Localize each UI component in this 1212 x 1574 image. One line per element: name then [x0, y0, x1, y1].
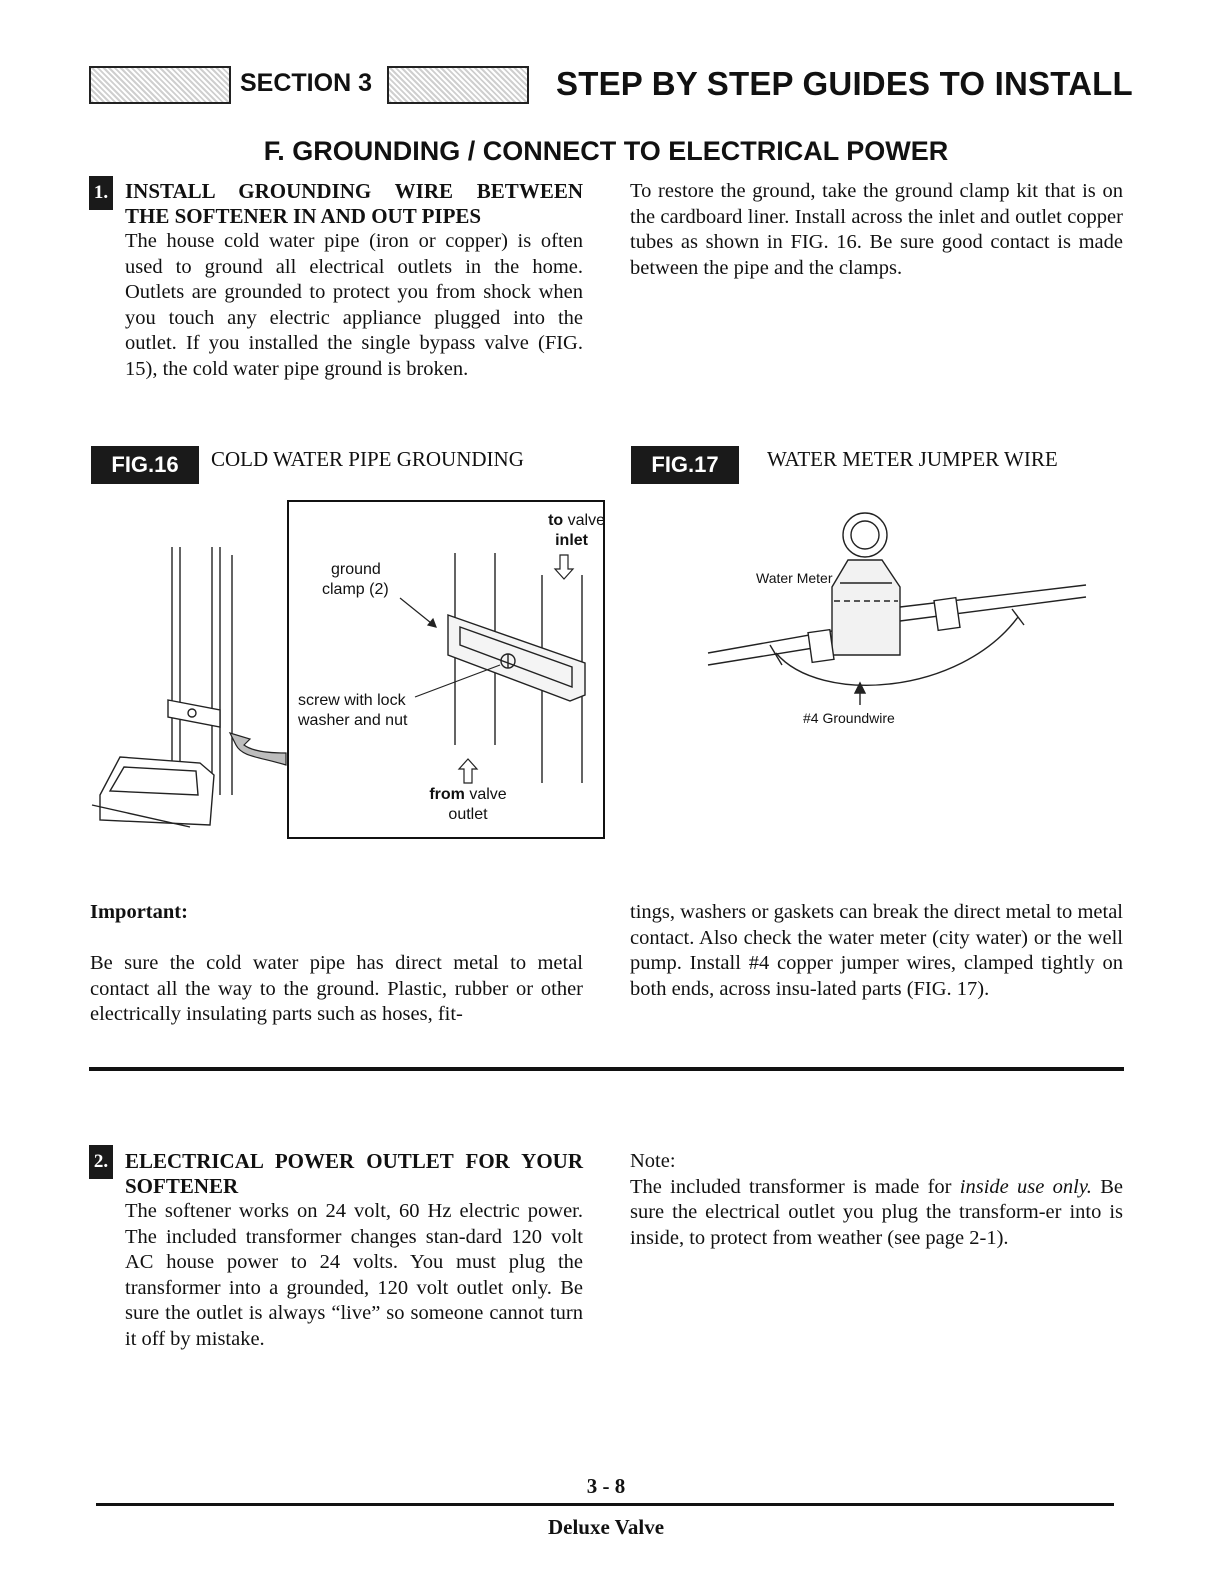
label-inlet: inlet	[555, 532, 588, 549]
step-2-text	[125, 1149, 583, 1352]
fig16-label-to-valve	[505, 512, 605, 530]
step-2-heading-line1: ELECTRICAL POWER OUTLET FOR YOUR	[125, 1149, 583, 1173]
important-left-body: Be sure the cold water pipe has direct metal to metal contact all the way to the ground. Plastic, rubber or other electrically insulating parts such as hoses, fit-	[90, 952, 583, 1025]
step-2-note-column	[630, 1149, 1123, 1251]
footer-rule	[96, 1503, 1114, 1506]
fig17-caption: WATER METER JUMPER WIRE	[767, 447, 1058, 471]
section-divider	[89, 1067, 1124, 1071]
pipe-right	[900, 585, 1086, 621]
fig16-label-clamp: clamp (2)	[322, 581, 389, 598]
important-right-column	[630, 900, 1123, 1002]
important-left-column	[90, 951, 583, 1028]
label-from-valve: valve	[469, 786, 507, 803]
meter-ring	[843, 513, 887, 557]
fig16-badge: FIG.16	[91, 446, 199, 484]
meter-body	[832, 560, 900, 655]
step-1-right-column	[630, 179, 1123, 281]
pointer-arrow	[230, 733, 286, 765]
fig17-diagram	[700, 505, 1100, 705]
fig16-label-from-valve	[418, 786, 518, 804]
step-2-body: The softener works on 24 volt, 60 Hz electric power. The included transformer changes stan-dard 120 volt AC house power to 24 volts. You must plug the transformer into a grounded, 120 volt outlet only. Be sure the outlet is always “live” so someone cannot turn it off by mistake.	[125, 1200, 583, 1350]
fig17-badge: FIG.17	[631, 446, 739, 484]
fig16-label-ground: ground	[331, 561, 381, 578]
page-title: STEP BY STEP GUIDES TO INSTALL	[556, 65, 1133, 102]
step-1-heading-line1: INSTALL GROUNDING WIRE BETWEEN	[125, 179, 583, 203]
step-1-heading-line2: THE SOFTENER IN AND OUT PIPES	[125, 204, 482, 228]
important-heading: Important:	[90, 901, 188, 923]
fig16-label-outlet: outlet	[448, 806, 488, 823]
fig16-caption: COLD WATER PIPE GROUNDING	[211, 447, 524, 471]
note-body	[630, 1175, 1123, 1252]
important-right-body: tings, washers or gaskets can break the direct metal to metal contact. Also check the water meter (city water) or the well pump. Install #4 copper jumper wires, clamped tightly on both ends, across insu-lated parts (FIG. 17).	[630, 901, 1123, 1000]
fig16-label-screw: screw with lock	[298, 692, 406, 709]
fig16-label-inlet	[505, 532, 588, 550]
note-label: Note:	[630, 1150, 676, 1172]
section-subtitle: F. GROUNDING / CONNECT TO ELECTRICAL POWER	[263, 136, 949, 166]
step-1-right-body: To restore the ground, take the ground clamp kit that is on the cardboard liner. Install across the inlet and outlet copper tubes as shown in FIG. 16. Be sure good contact is made between the pipe and the clamps.	[630, 180, 1123, 279]
step-1-body: The house cold water pipe (iron or copper) is often used to ground all electrical outlets in the home. Outlets are grounded to protect you from shock when you touch any electric appliance plugged into the outlet. If you installed the single bypass valve (FIG. 15), the cold water pipe ground is broken.	[125, 230, 583, 380]
label-to: to	[548, 512, 564, 529]
fig16-label-washer: washer and nut	[298, 712, 408, 729]
note-text-end: Be sure the electrical outlet you plug the transform-er into is inside, to protect from weather (see page 2-1).	[630, 1175, 1123, 1249]
step-1-text	[125, 179, 583, 382]
fig17-label-groundwire: #4 Groundwire	[803, 710, 895, 726]
softener-pipes-illustration	[92, 547, 232, 827]
step-2-heading-line2: SOFTENER	[125, 1174, 239, 1198]
note-emphasis: inside use only.	[959, 1175, 1092, 1198]
section-label: SECTION 3	[240, 69, 372, 97]
header-hatch-left	[89, 66, 231, 104]
label-from: from	[429, 786, 465, 803]
note-text-start: The included transformer is made for	[630, 1175, 960, 1198]
footer-product: Deluxe Valve	[547, 1515, 665, 1539]
header-hatch-right	[387, 66, 529, 104]
step-1-badge: 1.	[89, 176, 113, 210]
groundwire-arrow	[855, 683, 865, 705]
fig17-label-meter: Water Meter	[756, 570, 833, 586]
label-to-valve: valve	[567, 512, 605, 529]
page-number: 3 - 8	[586, 1474, 626, 1498]
step-2-badge: 2.	[89, 1145, 113, 1179]
